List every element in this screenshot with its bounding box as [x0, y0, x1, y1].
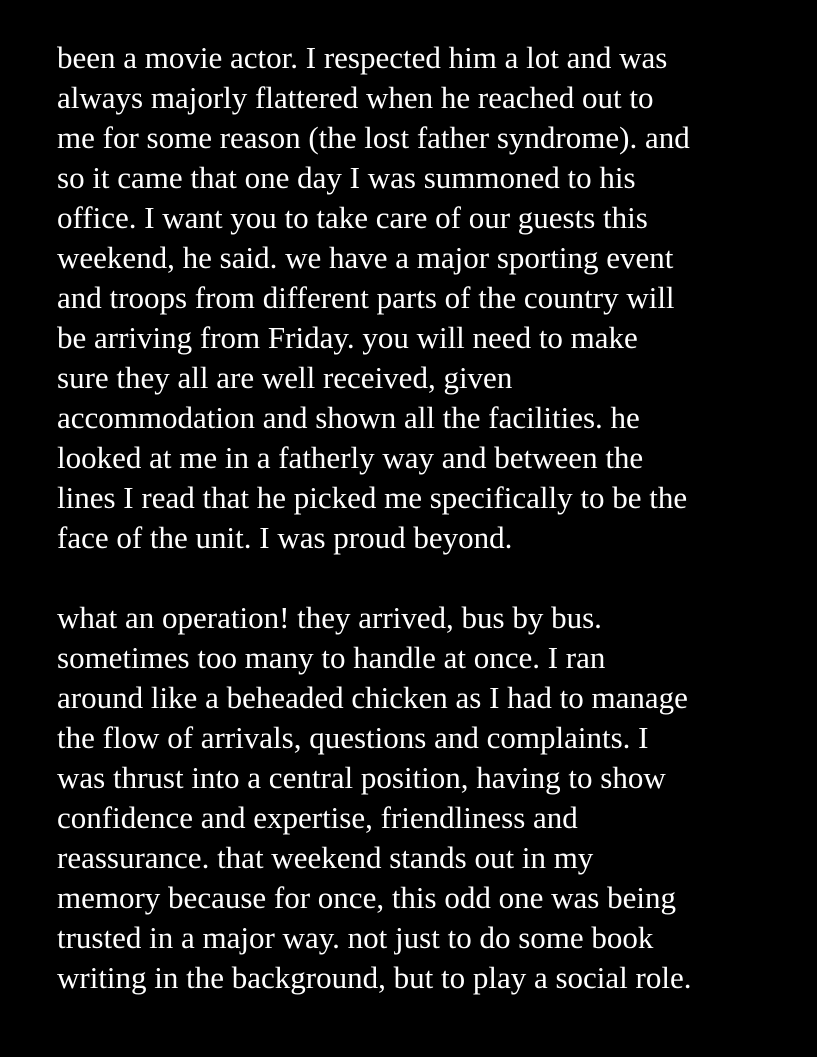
text-line: around like a beheaded chicken as I had to manage: [57, 680, 688, 715]
text-line: so it came that one day I was summoned to his: [57, 160, 636, 195]
text-line: trusted in a major way. not just to do some book: [57, 920, 654, 955]
text-line: was thrust into a central position, having to show: [57, 760, 666, 795]
text-line: sure they all are well received, given: [57, 360, 513, 395]
text-line: confidence and expertise, friendliness and: [57, 800, 578, 835]
text-line: accommodation and shown all the facilities. he: [57, 400, 640, 435]
paragraph-1: [57, 38, 802, 558]
text-line: been a movie actor. I respected him a lot and was: [57, 40, 668, 75]
text-line: writing in the background, but to play a social role.: [57, 960, 692, 995]
text-line: sometimes too many to handle at once. I ran: [57, 640, 606, 675]
text-line: office. I want you to take care of our guests this: [57, 200, 648, 235]
paragraph-2: [57, 598, 802, 998]
text-line: what an operation! they arrived, bus by bus.: [57, 600, 602, 635]
body-text: [57, 38, 802, 998]
text-line: memory because for once, this odd one was being: [57, 880, 676, 915]
text-line: and troops from different parts of the country will: [57, 280, 675, 315]
text-line: always majorly flattered when he reached out to: [57, 80, 654, 115]
text-line: be arriving from Friday. you will need to make: [57, 320, 638, 355]
text-line: face of the unit. I was proud beyond.: [57, 520, 513, 555]
text-line: the flow of arrivals, questions and complaints. I: [57, 720, 649, 755]
text-line: looked at me in a fatherly way and between the: [57, 440, 644, 475]
text-line: lines I read that he picked me specifically to be the: [57, 480, 688, 515]
paragraph-gap: [57, 558, 802, 598]
text-line: weekend, he said. we have a major sporting event: [57, 240, 674, 275]
text-line: reassurance. that weekend stands out in my: [57, 840, 594, 875]
text-line: me for some reason (the lost father syndrome). and: [57, 120, 690, 155]
